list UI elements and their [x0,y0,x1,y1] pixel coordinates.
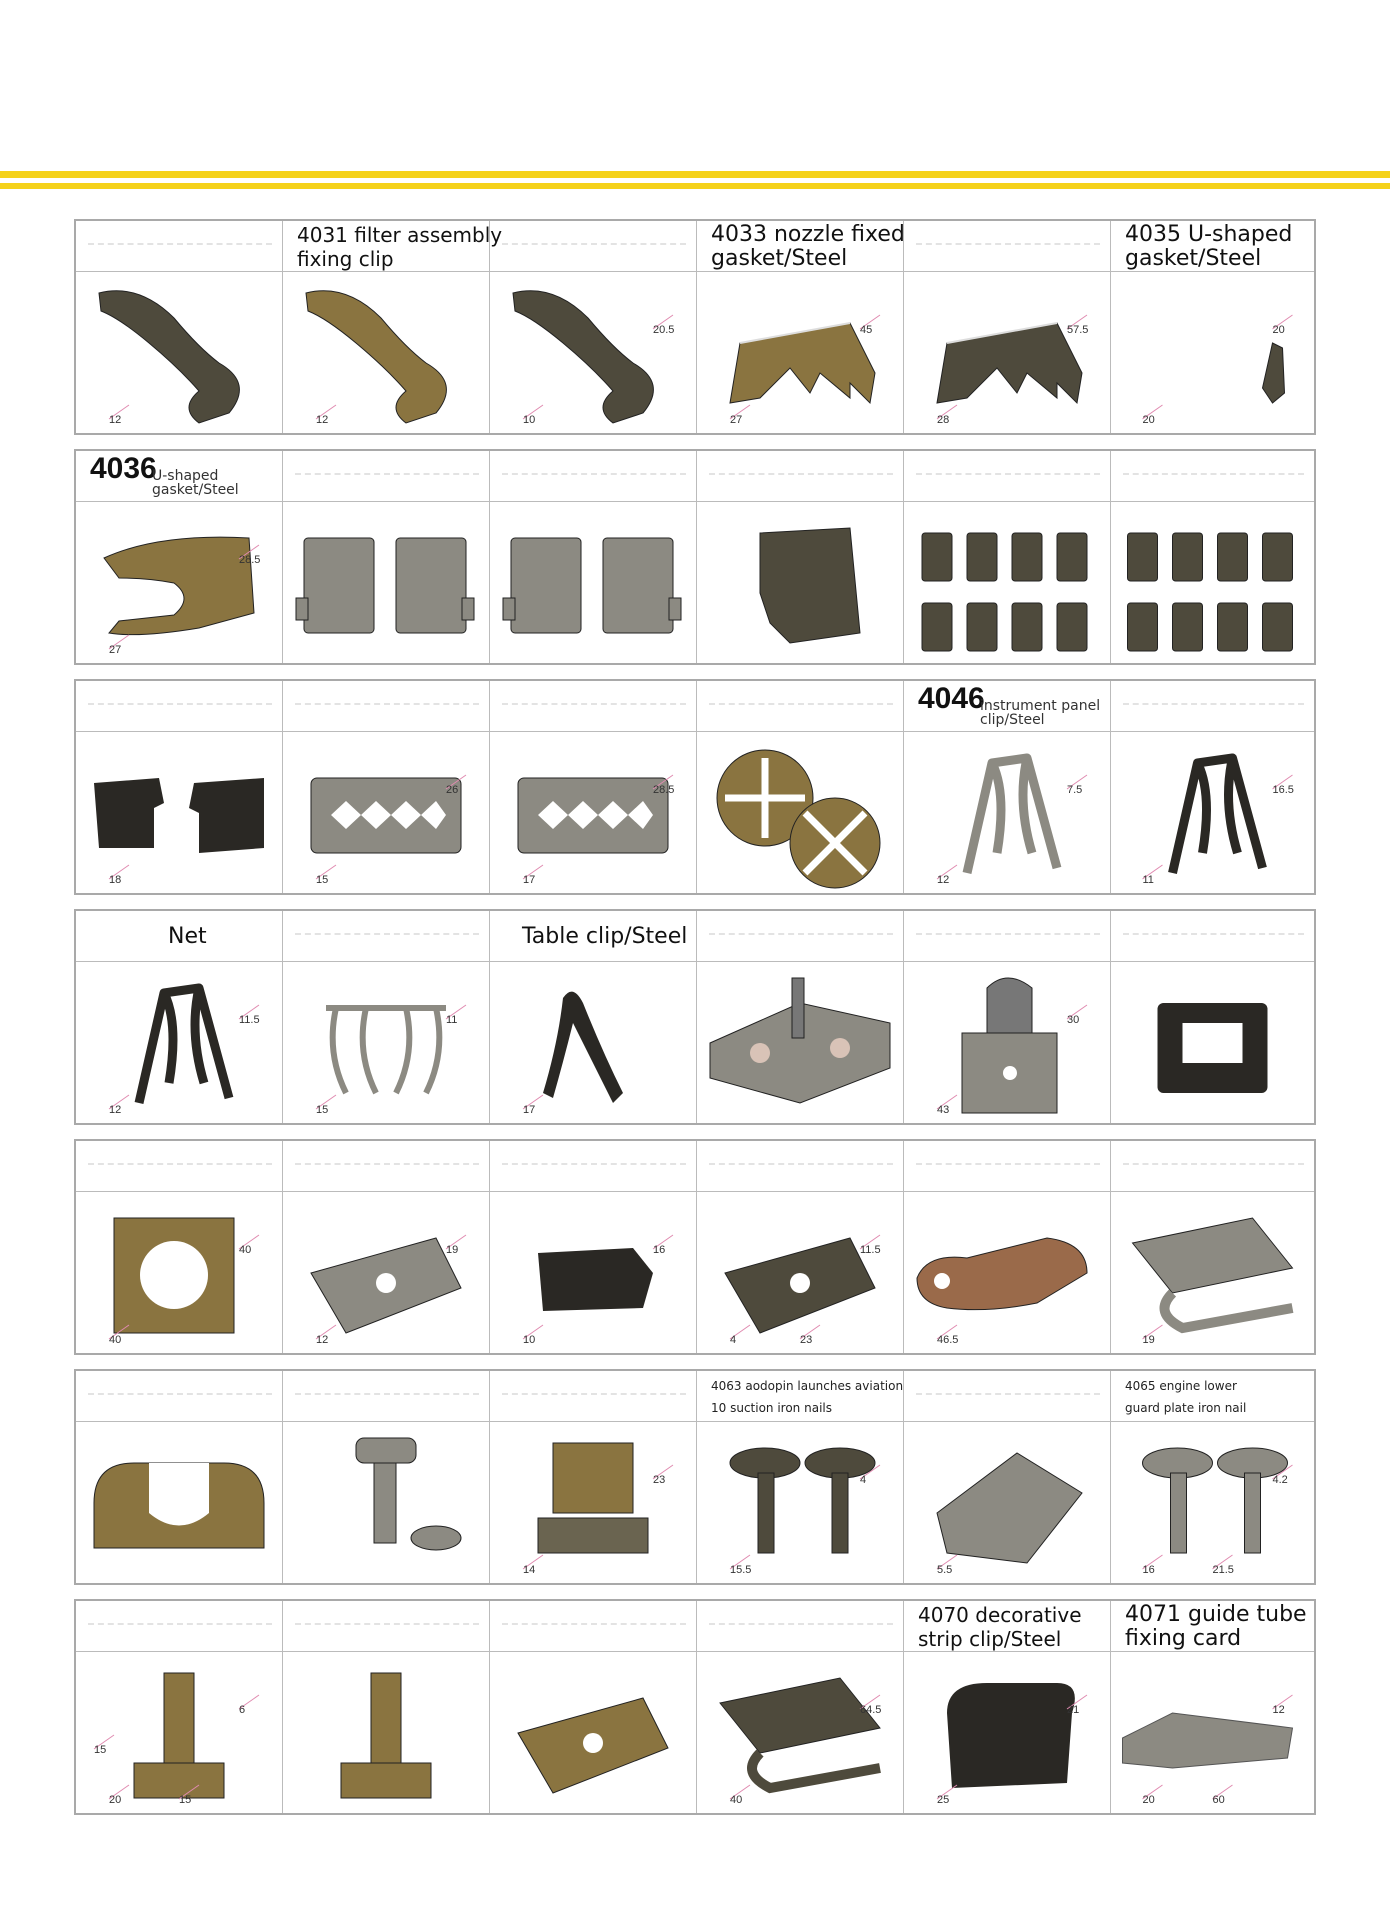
faded-code-placeholder [1123,703,1304,705]
dimension-label: 11.5 [239,1014,260,1026]
dimension-label: 60 [1212,1794,1225,1806]
dimension-label: 20 [1272,324,1285,336]
product-header [490,681,696,731]
dimension-label: 21.5 [1212,1564,1234,1576]
product-header [697,681,903,731]
product-row [74,449,1316,665]
product-cell [490,681,697,893]
product-cell [1111,911,1314,1123]
stud-plate-icon [697,963,903,1123]
product-header [76,911,282,961]
product-cell [1111,1371,1314,1583]
product-cell [904,681,1111,893]
dimension-label: 17 [523,1104,536,1116]
faded-code-placeholder [295,1393,479,1395]
product-row [74,679,1316,895]
faded-code-placeholder [916,473,1100,475]
product-header [1111,1141,1314,1191]
product-cell [283,221,503,433]
product-cell [76,911,283,1123]
product-photo [490,733,696,893]
dimension-label: 17 [523,874,536,886]
dimension-label: 23 [653,1474,666,1486]
faded-code-placeholder [709,473,893,475]
dimension-label: 27 [109,644,122,656]
faded-code-placeholder [295,933,479,935]
product-cell [283,1141,490,1353]
dimension-label: 20.5 [653,324,675,336]
product-photo [904,1423,1110,1583]
product-photo [76,503,282,663]
product-photo [490,1193,696,1353]
faded-code-placeholder [709,1163,893,1165]
drain-plug-icon [490,1423,696,1583]
product-cell [76,451,283,663]
product-label: 4070 decorative strip clip/Steel [918,1603,1082,1651]
product-cell [697,221,904,433]
faded-code-placeholder [709,1623,893,1625]
product-photo [1111,1193,1314,1353]
t-bolt-icon [283,1653,489,1813]
saddle-clip-icon [76,1423,282,1583]
faded-code-placeholder [709,933,893,935]
product-photo [697,503,903,663]
product-photo [283,1193,489,1353]
product-cell [1111,451,1314,663]
product-label: 4065 engine lower guard plate iron nail [1125,1379,1247,1415]
bent-clip-icon [283,273,489,433]
faded-code-placeholder [502,473,686,475]
dimension-label: 4.2 [1272,1474,1288,1486]
faded-code-placeholder [709,703,893,705]
product-header [697,221,903,271]
fork-gasket-icon [697,273,903,433]
dimension-label: 45 [860,324,873,336]
spring-plate-icon [697,1653,903,1813]
dimension-label: 28.5 [653,784,675,796]
dimension-label: 40 [730,1794,743,1806]
faded-code-placeholder [295,473,479,475]
brake-clip-icon [697,503,903,663]
dimension-label: 28 [937,414,950,426]
small-clip-icon [1111,273,1314,433]
product-header [697,1141,903,1191]
faded-code-placeholder [1123,473,1304,475]
spring-clip-icon [904,733,1110,893]
faded-code-placeholder [916,933,1100,935]
product-header [283,221,503,271]
speed-nut-icon [904,1423,1110,1583]
screw-washer-icon [283,1423,489,1583]
product-photo [904,273,1110,433]
product-photo [904,1653,1110,1813]
dimension-label: 21 [1067,1704,1080,1716]
dimension-label: 20 [1142,414,1155,426]
faded-code-placeholder [502,703,686,705]
product-photo [904,963,1110,1123]
product-cell [904,1371,1111,1583]
faded-code-placeholder [916,1393,1100,1395]
product-header [283,1141,489,1191]
product-photo [904,503,1110,663]
product-photo [1111,503,1314,663]
dimension-label: 15 [316,874,329,886]
bent-clip-icon [490,273,696,433]
dimension-label: 19 [446,1244,459,1256]
product-cell [697,1141,904,1353]
faded-code-placeholder [502,1163,686,1165]
product-photo [1111,273,1314,433]
product-photo [904,1193,1110,1353]
product-header [904,1601,1110,1651]
product-photo [283,503,489,663]
dimension-label: 4 [860,1474,867,1486]
product-label: Net [168,924,207,949]
dimension-label: 28.5 [239,554,261,566]
top-stripe-secondary [0,183,1390,189]
faded-code-placeholder [295,1163,479,1165]
product-label: 4033 nozzle fixed gasket/Steel [711,222,905,271]
product-cell [697,451,904,663]
product-header [490,1371,696,1421]
product-header [76,1141,282,1191]
flange-screw-icon [1111,1423,1314,1583]
product-photo [697,733,903,893]
spring-plate-icon [1111,1193,1314,1353]
dimension-label: 46.5 [937,1334,959,1346]
product-header [904,681,1110,731]
dimension-label: 15.5 [730,1564,752,1576]
dimension-label: 12 [1272,1704,1285,1716]
product-photo [283,273,489,433]
flange-screw-icon [697,1423,903,1583]
square-washer-icon [76,1193,282,1353]
product-cell [76,221,283,433]
faded-code-placeholder [502,1623,686,1625]
product-sublabel: instrument panel clip/Steel [980,698,1101,728]
product-header [283,681,489,731]
dimension-label: 16 [1142,1564,1155,1576]
product-cell [76,1141,283,1353]
dimension-label: 11.5 [860,1244,881,1256]
product-photo [76,1423,282,1583]
product-header [1111,221,1314,271]
product-cell [904,911,1111,1123]
faded-code-placeholder [88,1623,272,1625]
u-nut-icon [490,1653,696,1813]
product-header [490,451,696,501]
product-header [904,221,1110,271]
dimension-label: 12 [109,414,122,426]
brake-pad-clips-icon [490,503,696,663]
top-stripe [0,171,1390,178]
faded-code-placeholder [1123,1163,1304,1165]
dimension-label: 18 [109,874,122,886]
product-header [490,1601,696,1651]
product-photo [490,1653,696,1813]
dimension-label: 11 [1142,874,1154,886]
product-label: 4046 [918,682,985,715]
product-header [283,911,489,961]
u-nut-icon [697,1193,903,1353]
product-photo [76,1193,282,1353]
product-photo [76,733,282,893]
u-nut-icon [283,1193,489,1353]
product-header [76,1371,282,1421]
faded-code-placeholder [295,703,479,705]
bracket-plate-icon [904,1193,1110,1353]
product-label: 4031 filter assembly fixing clip [297,223,503,271]
faded-code-placeholder [88,243,272,245]
product-cell [490,1141,697,1353]
dimension-label: 57.5 [1067,324,1089,336]
faded-code-placeholder [88,703,272,705]
hinge-bracket-icon [904,963,1110,1123]
product-cell [1111,221,1314,433]
product-header [76,221,282,271]
product-photo [904,733,1110,893]
product-row [74,1599,1316,1815]
dimension-label: 20 [109,1794,122,1806]
dimension-label: 12 [109,1104,122,1116]
wire-clip-icon [283,963,489,1123]
product-photo [76,963,282,1123]
product-cell [76,1601,283,1813]
product-header [904,451,1110,501]
product-header [904,1371,1110,1421]
product-cell [1111,681,1314,893]
product-photo [1111,1653,1314,1813]
product-cell [904,451,1111,663]
product-cell [283,451,490,663]
dimension-label: 12 [316,414,329,426]
product-photo [76,1653,282,1813]
fork-gasket-icon [904,273,1110,433]
t-bolt-icon [76,1653,282,1813]
product-photo [1111,963,1314,1123]
black-clip-icon [490,1193,696,1353]
faded-code-placeholder [502,1393,686,1395]
product-header [697,1371,903,1421]
product-photo [697,273,903,433]
product-photo [490,273,696,433]
product-sublabel: U-shaped gasket/Steel [152,468,239,498]
plate-clips-icon [76,733,282,893]
faded-code-placeholder [88,1163,272,1165]
product-cell [490,1601,697,1813]
dimension-label: 43 [937,1104,950,1116]
zigzag-plate-icon [283,733,489,893]
dimension-label: 7.5 [1067,784,1083,796]
product-photo [697,1653,903,1813]
product-cell [283,1371,490,1583]
zigzag-plate-icon [490,733,696,893]
dimension-label: 6 [239,1704,246,1716]
product-cell [490,451,697,663]
product-header [283,1601,489,1651]
dimension-label: 15 [94,1744,107,1756]
product-cell [490,221,697,433]
product-header [697,911,903,961]
product-cell [904,1141,1111,1353]
u-gasket-icon [76,503,282,663]
product-cell [76,1371,283,1583]
spring-clip-icon [76,963,282,1123]
product-photo [283,963,489,1123]
product-cell [1111,1601,1314,1813]
product-header [1111,1601,1314,1651]
faded-code-placeholder [295,1623,479,1625]
clip-set-icon [1111,503,1314,663]
product-photo [490,963,696,1123]
product-header [1111,681,1314,731]
brake-pad-clips-icon [283,503,489,663]
product-header [283,1371,489,1421]
dimension-label: 25 [937,1794,950,1806]
guide-clip-icon [1111,1653,1314,1813]
product-cell [697,1601,904,1813]
v-clip-icon [490,963,696,1123]
dimension-label: 10 [523,414,536,426]
dimension-label: 4 [730,1334,737,1346]
dimension-label: 40 [109,1334,122,1346]
product-header [490,911,696,961]
faded-code-placeholder [916,1163,1100,1165]
product-label: 4035 U-shaped gasket/Steel [1125,222,1293,271]
product-cell [283,1601,490,1813]
product-header [1111,451,1314,501]
product-cell [490,911,697,1123]
bent-clip-icon [76,273,282,433]
dimension-label: 16.5 [1272,784,1294,796]
product-header [76,451,282,501]
product-header [697,1601,903,1651]
product-cell [697,911,904,1123]
dimension-label: 11 [446,1014,458,1026]
product-header [490,1141,696,1191]
dimension-label: 15 [316,1104,329,1116]
product-cell [76,681,283,893]
product-photo [1111,1423,1314,1583]
product-cell [490,1371,697,1583]
dimension-label: 64.5 [860,1704,882,1716]
product-row [74,1139,1316,1355]
dimension-label: 14 [523,1564,536,1576]
faded-code-placeholder [88,1393,272,1395]
dimension-label: 40 [239,1244,252,1256]
product-photo [76,273,282,433]
frame-clip-icon [1111,963,1314,1123]
dimension-label: 15 [179,1794,192,1806]
faded-code-placeholder [1123,933,1304,935]
cross-washer-icon [697,733,903,893]
faded-code-placeholder [916,243,1100,245]
product-photo [283,733,489,893]
product-header [1111,911,1314,961]
dimension-label: 12 [937,874,950,886]
dimension-label: 19 [1142,1334,1155,1346]
product-header [76,1601,282,1651]
product-photo [697,1193,903,1353]
clip-set-icon [904,503,1110,663]
product-header [904,911,1110,961]
product-row [74,909,1316,1125]
product-header [1111,1371,1314,1421]
product-cell [904,221,1111,433]
product-label: 4063 aodopin launches aviation 10 suction iron nails [711,1379,904,1415]
dimension-label: 16 [653,1244,666,1256]
product-header [697,451,903,501]
product-row [74,219,1316,435]
product-header [283,451,489,501]
faded-code-placeholder [502,243,686,245]
product-header [76,681,282,731]
product-cell [283,911,490,1123]
dimension-label: 5.5 [937,1564,953,1576]
product-header [904,1141,1110,1191]
dimension-label: 20 [1142,1794,1155,1806]
product-photo [490,1423,696,1583]
product-photo [283,1653,489,1813]
dimension-label: 12 [316,1334,329,1346]
product-photo [697,963,903,1123]
product-photo [1111,733,1314,893]
trim-clip-icon [904,1653,1110,1813]
product-photo [283,1423,489,1583]
dimension-label: 30 [1067,1014,1080,1026]
product-row [74,1369,1316,1585]
product-header [490,221,696,271]
dimension-label: 10 [523,1334,536,1346]
product-cell [697,1371,904,1583]
product-photo [697,1423,903,1583]
product-cell [904,1601,1111,1813]
product-label: Table clip/Steel [522,924,688,949]
product-cell [1111,1141,1314,1353]
dimension-label: 26 [446,784,459,796]
product-label: 4071 guide tube fixing card [1125,1602,1307,1651]
product-label: 4036 [90,452,157,485]
product-photo [490,503,696,663]
product-cell [697,681,904,893]
spring-clip-icon [1111,733,1314,893]
product-cell [283,681,490,893]
dimension-label: 27 [730,414,743,426]
dimension-label: 23 [800,1334,813,1346]
